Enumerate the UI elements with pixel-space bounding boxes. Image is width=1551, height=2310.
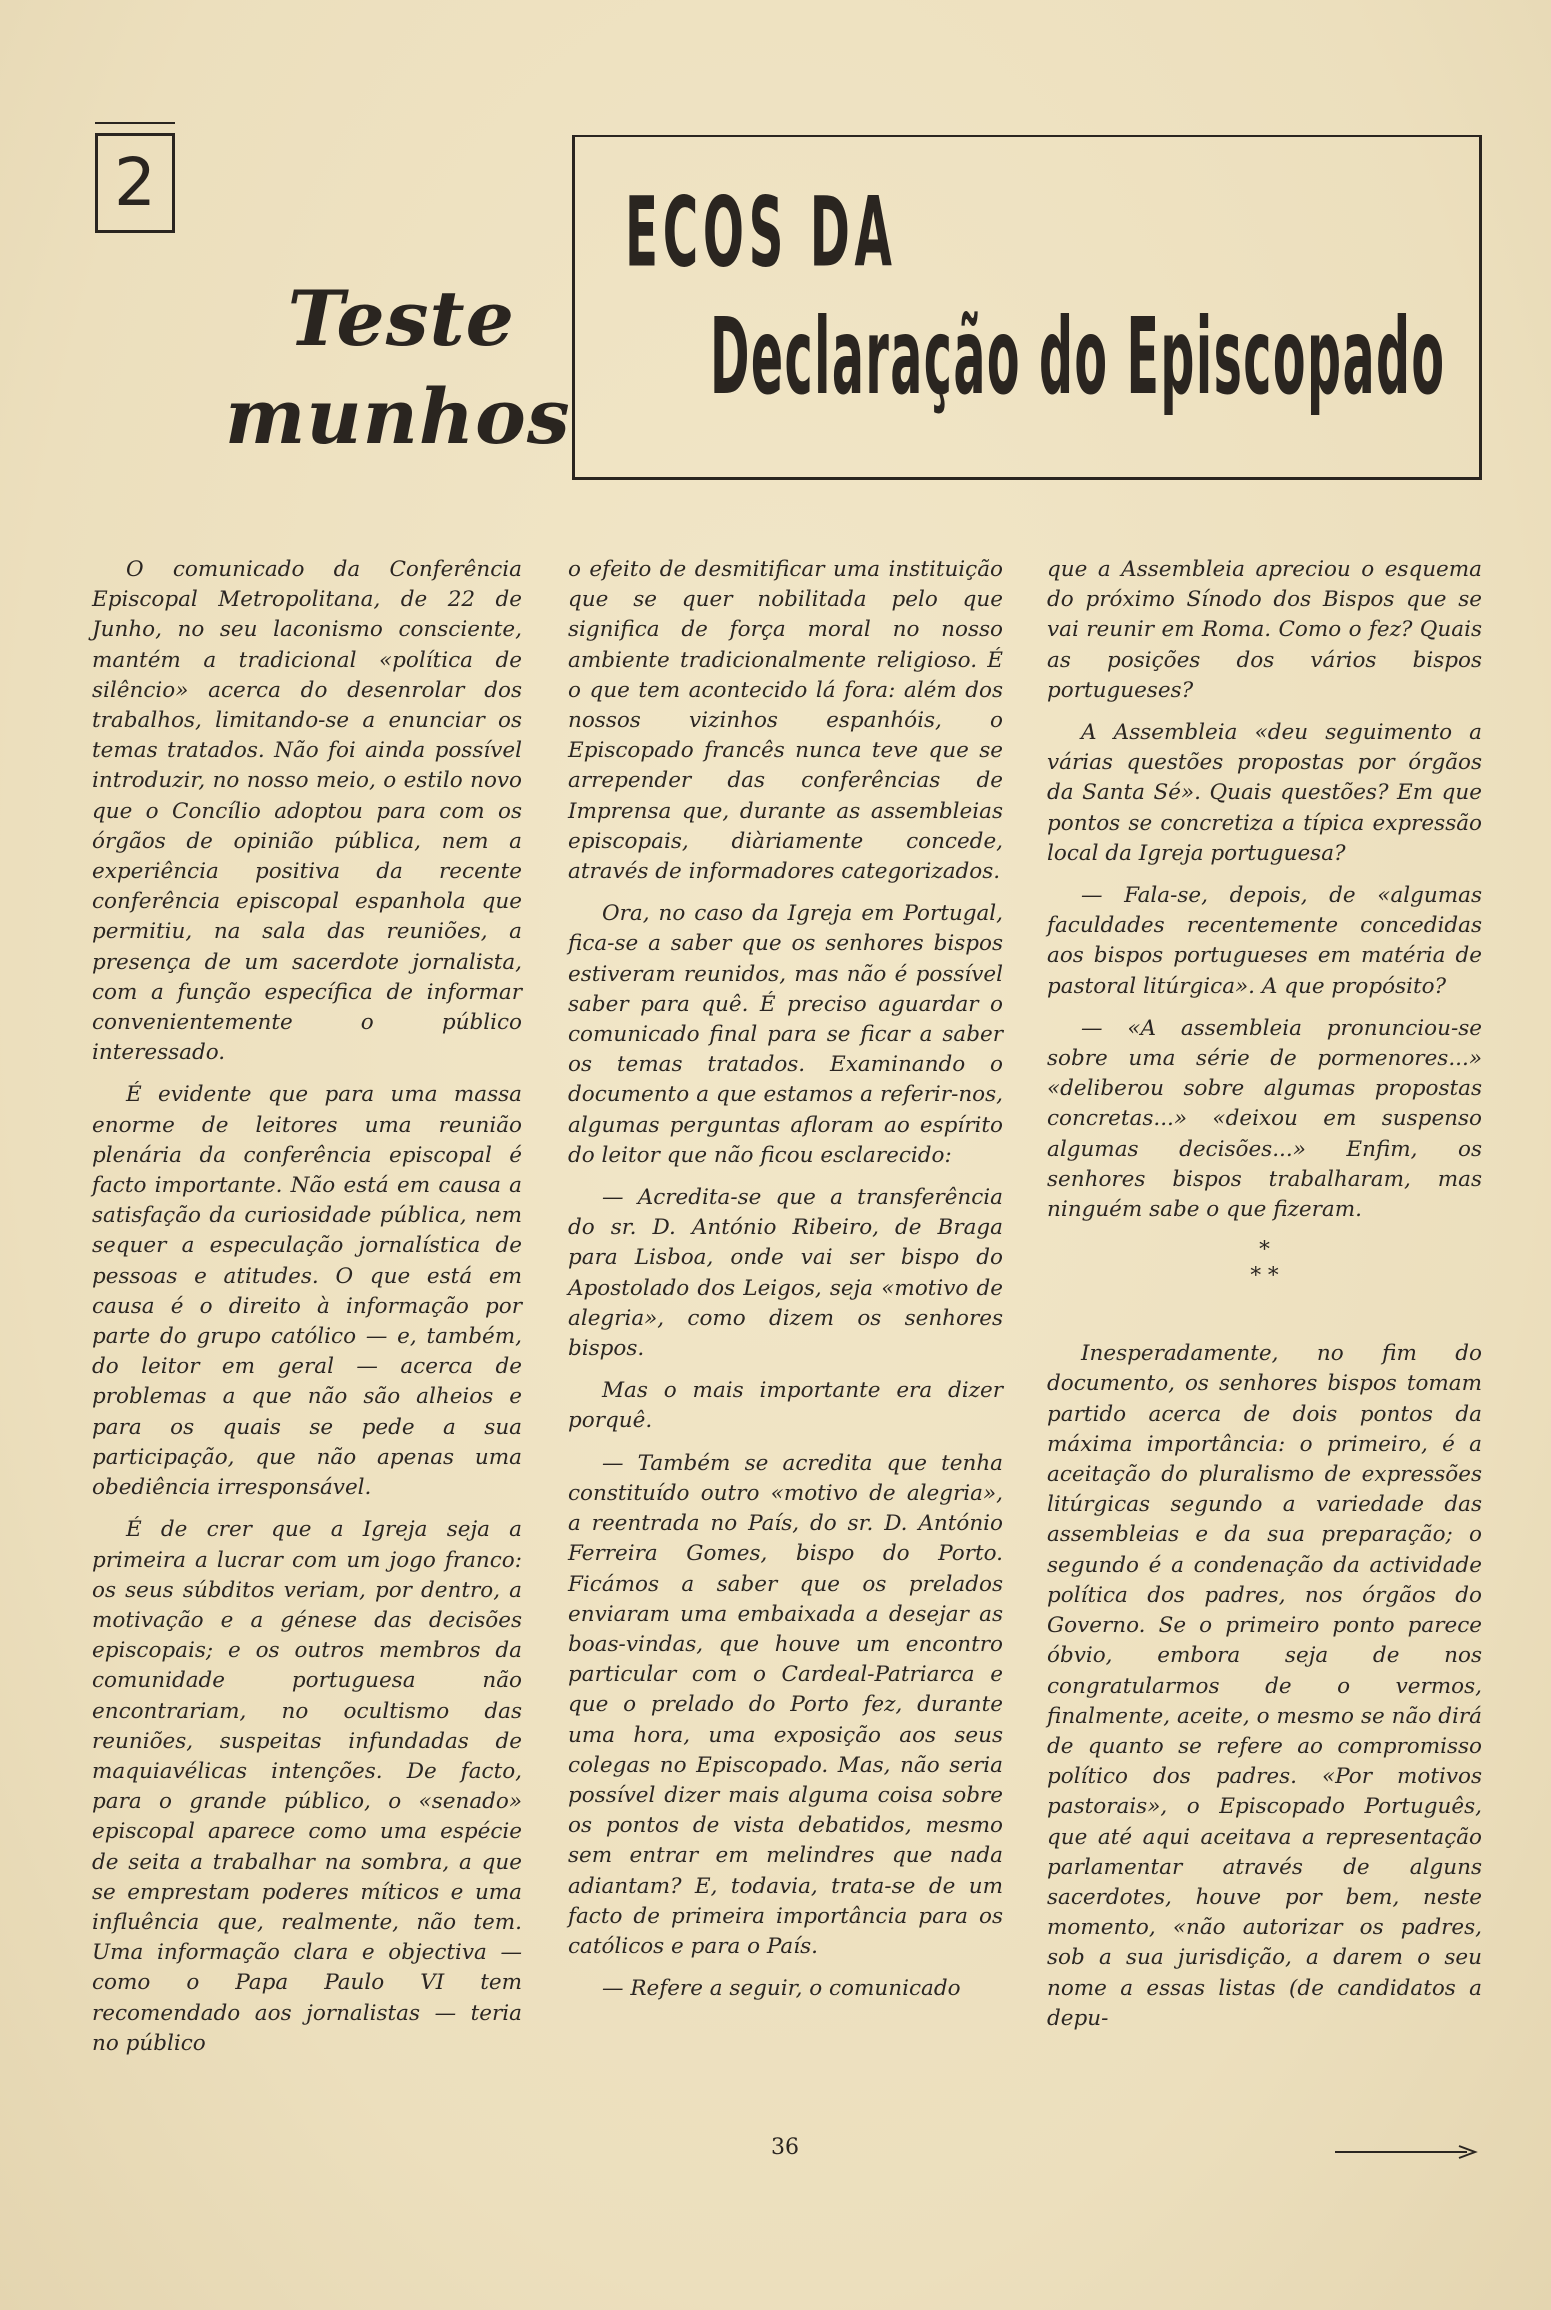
section-number-badge <box>95 133 175 233</box>
paragraph: — Acredita-se que a transferência do sr. D. António Ribeiro, de Braga para Lisboa, onde vai ser bispo do Apostolado dos Leigos, seja «motivo de alegria», como dizem os senhores bispos. <box>568 1185 1003 1362</box>
article-column-3 <box>1047 555 1482 2046</box>
paragraph: — Também se acredita que tenha constituído outro «motivo de alegria», a reentrada no País, do sr. D. António Ferreira Gomes, bispo do Porto. Ficámos a saber que os prelados enviaram uma embaixada a desejar as boas-vindas, que houve um encontro particular com o Cardeal-Patriarca e que o prelado do Porto fez, durante uma hora, uma exposição aos seus colegas no Episcopado. Mas, não seria possível dizer mais alguma coisa sobre os pontos de vista debatidos, mesmo sem entrar em melindres que nada adiantam? E, todavia, trata-se de um facto de primeira importância para os católicos e para o País. <box>568 1450 1003 1959</box>
section-title-line1: Teste <box>287 274 515 363</box>
paragraph: Ora, no caso da Igreja em Portugal, fica-se a saber que os senhores bispos estiveram reunidos, mas não é possível saber para quê. É preciso aguardar o comunicado final para se ficar a saber os temas tratados. Examinando o documento a que estamos a referir-nos, algumas perguntas afloram ao espírito do leitor que não ficou esclarecido: <box>568 901 1003 1168</box>
paragraph: que a Assembleia apreciou o esquema do próximo Sínodo dos Bispos que se vai reunir em Roma. Como o fez? Quais as posições dos vários bispos portugueses? <box>1047 557 1482 703</box>
continue-arrow-icon <box>1335 2140 1480 2164</box>
paragraph: O comunicado da Conferência Episcopal Metropolitana, de 22 de Junho, no seu laconismo consciente, mantém a tradicional «política de silêncio» acerca do desenrolar dos trabalhos, limitando-se a enunciar os temas tratados. Não foi ainda possível introduzir, no nosso meio, o estilo novo que o Concílio adoptou para com os órgãos de opinião pública, nem a experiência positiva da recente conferência episcopal espanhola que permitiu, na sala das reuniões, a presença de um sacerdote jornalista, com a função específica de informar convenientemente o público interessado. <box>92 557 522 1066</box>
paragraph: o efeito de desmitificar uma instituição que se quer nobilitada pelo que significa de força moral no nosso ambiente tradicionalmente religioso. É o que tem acontecido lá fora: além dos nossos vizinhos espanhóis, o Episcopado francês nunca teve que se arrepender das conferências de Imprensa que, durante as assembleias episcopais, diàriamente concede, através de informadores categorizados. <box>568 557 1003 885</box>
page-number: 36 <box>771 2135 799 2160</box>
section-title-line2: munhos <box>225 372 571 461</box>
paragraph: — Refere a seguir, o comunicado <box>602 1976 961 2002</box>
headline-box <box>572 135 1482 480</box>
section-number: 2 <box>114 144 156 221</box>
paragraph: — «A assembleia pronunciou-se sobre uma série de pormenores...» «deliberou sobre algumas propostas concretas...» «deixou em suspenso algumas decisões...» Enfim, os senhores bispos trabalharam, mas ninguém sabe o que fizeram. <box>1047 1015 1482 1223</box>
section-break-line1: * <box>1259 1237 1270 1263</box>
article-column-1 <box>92 555 522 2071</box>
headline-line1: ECOS DA <box>625 175 897 289</box>
section-title <box>225 270 571 466</box>
paragraph: É de crer que a Igreja seja a primeira a lucrar com um jogo franco: os seus súbditos veriam, por dentro, a motivação e a génese das decisões episcopais; e os outros membros da comunidade portuguesa não encontrariam, no ocultismo das reuniões, suspeitas infundadas de maquiavélicas intenções. De facto, para o grande público, o «senado» episcopal aparece como uma espécie de seita a trabalhar na sombra, a que se emprestam poderes míticos e uma influência que, realmente, não tem. Uma informação clara e objectiva — como o Papa Paulo VI tem recomendado aos jornalistas — teria no público <box>92 1517 522 2056</box>
paragraph: — Fala-se, depois, de «algumas faculdades recentemente concedidas aos bispos portugueses em matéria de pastoral litúrgica». A que propósito? <box>1047 883 1482 999</box>
headline-line2: Declaração do Episcopado <box>710 295 1446 419</box>
section-break-line2: * * <box>1250 1263 1279 1289</box>
paragraph: Inesperadamente, no fim do documento, os senhores bispos tomam partido acerca de dois pontos da máxima importância: o primeiro, é a aceitação do pluralismo de expressões litúrgicas segundo a variedade das assembleias e da sua preparação; o segundo é a condenação da actividade política dos padres, nos órgãos do Governo. Se o primeiro ponto parece óbvio, embora seja de nos congratularmos de o vermos, finalmente, aceite, o mesmo se não dirá de quanto se refere ao compromisso político dos padres. «Por motivos pastorais», o Episcopado Português, que até aqui aceitava a representação parlamentar através de alguns sacerdotes, houve por bem, neste momento, «não autorizar os padres, sob a sua jurisdição, a darem o seu nome a essas listas (de candidatos a depu- <box>1047 1341 1482 2031</box>
section-break <box>1047 1237 1482 1289</box>
paragraph: É evidente que para uma massa enorme de leitores uma reunião plenária da conferência episcopal é facto importante. Não está em causa a satisfação da curiosidade pública, nem sequer a especulação jornalística de pessoas e atitudes. O que está em causa é o direito à informação por parte do grupo católico — e, também, do leitor em geral — acerca de problemas a que não são alheios e para os quais se pede a sua participação, que não apenas uma obediência irresponsável. <box>92 1082 522 1501</box>
paragraph: A Assembleia «deu seguimento a várias questões propostas por órgãos da Santa Sé». Quais questões? Em que pontos se concretiza a típica expressão local da Igreja portuguesa? <box>1047 720 1482 866</box>
paragraph: Mas o mais importante era dizer porquê. <box>568 1378 1003 1434</box>
article-column-2 <box>568 555 1003 2016</box>
